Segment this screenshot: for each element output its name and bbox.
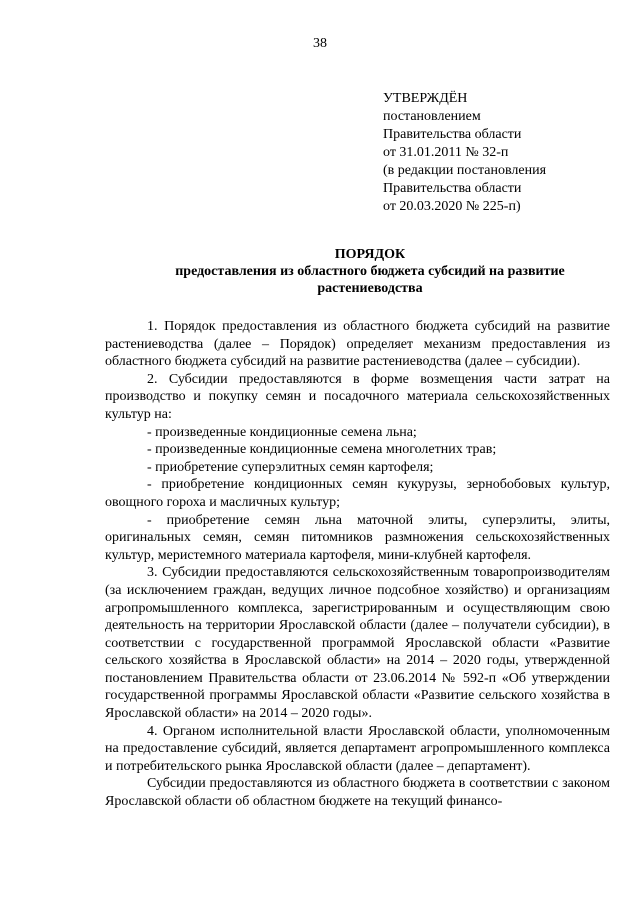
title-subtitle: предоставления из областного бюджета субсидий на развитие [175, 264, 565, 279]
paragraph: 2. Субсидии предоставляются в форме возмещения части затрат на производство и покупку семян и посадочного материала сельскохозяйственных культур на: [105, 371, 610, 422]
list-item: - приобретение кондиционных семян кукурузы, зернобобовых культур, овощного гороха и масличных культур; [105, 477, 610, 510]
approval-line: (в редакции постановления [383, 163, 547, 178]
approval-stamp [383, 90, 623, 216]
paragraph: Субсидии предоставляются из областного бюджета в соответствии с законом Ярославской области об областном бюджете на текущий финансо- [105, 776, 610, 810]
approval-line: Правительства области [383, 127, 522, 142]
approval-line: Правительства области [383, 181, 522, 196]
list-item: - произведенные кондиционные семена льна; [147, 424, 417, 440]
paragraph: 3. Субсидии предоставляются сельскохозяйственным товаропроизводителям (за исключением граждан, ведущих личное подсобное хозяйство) и организациям агропромышленного комплекса, зарегистрированным и осуществляющим свою деятельность на территории Ярославской области (далее – получатели субсидии), в соответствии с государственной программой Ярославской области «Развитие сельского хозяйства в Ярославской области» на 2014 – 2020 годы, утвержденной постановлением Правительства области от 23.06.2014 № 592-п «Об утверждении государственной программы Ярославской области «Развитие сельского хозяйства в Ярославской области» на 2014 – 2020 годы». [105, 565, 610, 722]
list-item: - приобретение суперэлитных семян картофеля; [147, 459, 434, 475]
approval-line: УТВЕРЖДЁН [383, 91, 468, 106]
list-item: - произведенные кондиционные семена многолетних трав; [147, 442, 497, 458]
approval-line: от 31.01.2011 № 32-п [383, 145, 509, 160]
title-heading: ПОРЯДОК [334, 247, 406, 262]
approval-line: от 20.03.2020 № 225-п) [383, 199, 521, 214]
document-body [105, 318, 610, 811]
page-number: 38 [313, 36, 327, 51]
title-subtitle: растениеводства [317, 281, 423, 296]
paragraph: 4. Органом исполнительной власти Ярославской области, уполномоченным на предоставление субсидий, является департамент агропромышленного комплекса и потребительского рынка Ярославской области (далее – департамент). [105, 723, 610, 774]
approval-line: постановлением [383, 109, 481, 124]
list-item: - приобретение семян льна маточной элиты, суперэлиты, элиты, оригинальных семян, семян питомников размножения сельскохозяйственных культур, меристемного материала картофеля, мини-клубней картофеля. [105, 512, 610, 563]
document-title [100, 246, 640, 297]
paragraph: 1. Порядок предоставления из областного бюджета субсидий на развитие растениеводства (далее – Порядок) определяет механизм предоставления из областного бюджета субсидий на развитие растениеводства (далее – субсидии). [105, 319, 610, 370]
